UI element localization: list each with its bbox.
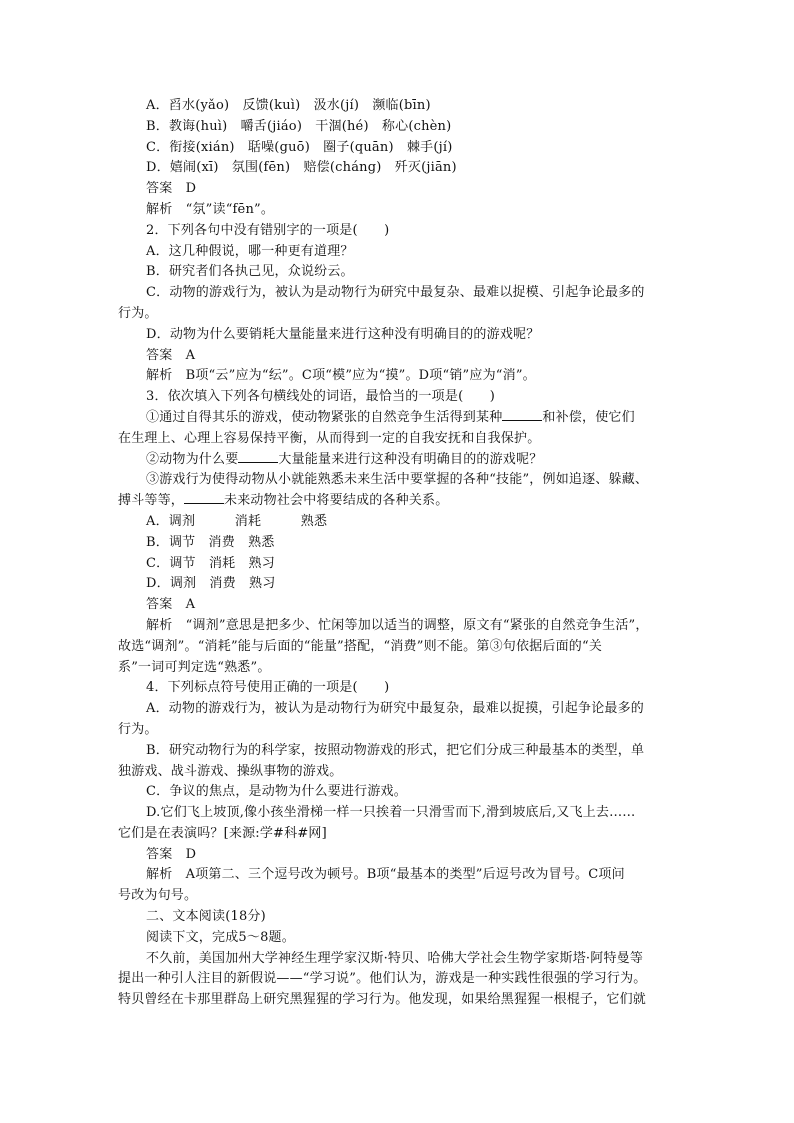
line-text: C．调节 消耗 熟习 [146, 555, 275, 571]
line-text: 和补偿，使它们 [542, 409, 635, 425]
text-line [118, 117, 678, 138]
line-text: 它们是在表演吗？[来源:学#科#网] [118, 825, 327, 841]
line-text: 未来动物社会中将要结成的各种关系。 [224, 493, 449, 509]
text-line [118, 387, 678, 408]
fill-in-blank [184, 491, 224, 504]
text-line [118, 907, 678, 928]
text-line [118, 262, 678, 283]
text-line [118, 949, 678, 970]
text-line [118, 221, 678, 242]
document-page [118, 96, 678, 1011]
line-text: B．教诲(huì) 嚼舌(jiáo) 干涸(hé) 称心(chèn) [146, 118, 452, 134]
text-line [118, 886, 678, 907]
text-line [118, 512, 678, 533]
line-text: 搏斗等等， [118, 493, 185, 509]
line-text: 特贝曾经在卡那里群岛上研究黑猩猩的学习行为。他发现，如果给黑猩猩一根棍子，它们就 [118, 992, 647, 1008]
line-text: ②动物为什么要 [146, 451, 239, 467]
text-line [118, 969, 678, 990]
line-text: 答案 A [146, 347, 196, 363]
fill-in-blank [502, 408, 542, 421]
text-line [118, 450, 678, 471]
line-text: 解析 A项第二、三个逗号改为顿号。B项“最基本的类型”后逗号改为冒号。C项问 [146, 867, 625, 883]
text-line [118, 346, 678, 367]
line-text: ③游戏行为使得动物从小就能熟悉未来生活中要掌握的各种“技能”，例如追逐、躲藏、 [146, 472, 649, 488]
line-text: 3．依次填入下列各句横线处的词语，最恰当的一项是( ) [146, 389, 496, 405]
text-line [118, 366, 678, 387]
text-line [118, 928, 678, 949]
line-text: 4．下列标点符号使用正确的一项是( ) [146, 680, 390, 696]
text-line [118, 865, 678, 886]
line-text: 解析 “调剂”意思是把多少、忙闲等加以适当的调整，原文有“紧张的自然竞争生活”， [146, 617, 649, 633]
line-text: 解析 B项“云”应为“纭”。C项“模”应为“摸”。D项“销”应为“消”。 [146, 368, 536, 384]
text-line [118, 678, 678, 699]
text-line [118, 595, 678, 616]
line-text: D．调剂 消费 熟习 [146, 576, 276, 592]
fill-in-blank [238, 450, 278, 463]
line-text: D．嬉闹(xī) 氛围(fēn) 赔偿(cháng) 歼灭(jiān) [146, 160, 457, 176]
line-text: A．这几种假说，哪一种更有道理？ [146, 243, 354, 259]
text-line [118, 990, 678, 1011]
text-line [118, 782, 678, 803]
line-text: 号改为句号。 [118, 888, 198, 904]
line-text: C．动物的游戏行为，被认为是动物行为研究中最复杂、最难以捉模、引起争论最多的 [146, 285, 645, 301]
line-text: A．舀水(yǎo) 反馈(kuì) 汲水(jí) 濒临(bīn) [146, 98, 431, 113]
text-line [118, 720, 678, 741]
text-line [118, 283, 678, 304]
text-line [118, 470, 678, 491]
line-text: D．动物为什么要销耗大量能量来进行这种没有明确目的的游戏呢？ [146, 326, 540, 342]
text-line [118, 741, 678, 762]
line-text: 行为。 [118, 721, 158, 737]
text-line [118, 96, 678, 117]
text-line [118, 699, 678, 720]
text-line [118, 429, 678, 450]
line-text: 答案 D [146, 181, 197, 197]
line-text: 提出一种引人注目的新假说——“学习说”。他们认为，游戏是一种实践性很强的学习行为。 [118, 971, 647, 987]
line-text: C．衔接(xián) 聒噪(guō) 圈子(quān) 棘手(jí) [146, 139, 453, 155]
text-line [118, 824, 678, 845]
line-text: B．研究者们各执己见，众说纷云。 [146, 264, 354, 280]
text-line [118, 762, 678, 783]
text-line [118, 408, 678, 429]
line-text: B．研究动物行为的科学家，按照动物游戏的形式，把它们分成三种最基本的类型，单 [146, 742, 645, 758]
line-text: A．调剂 消耗 熟悉 [146, 513, 328, 529]
line-text: D.它们飞上坡顶,像小孩坐滑梯一样一只挨着一只滑雪而下,滑到坡底后,又飞上去…… [146, 805, 636, 821]
line-text: 行为。 [118, 305, 158, 321]
line-text: 大量能量来进行这种没有明确目的的游戏呢？ [278, 451, 543, 467]
text-line [118, 845, 678, 866]
line-text: 答案 D [146, 846, 197, 862]
text-line [118, 304, 678, 325]
text-line [118, 491, 678, 512]
text-line [118, 158, 678, 179]
line-text: 解析 “氛”读“fēn”。 [146, 201, 275, 217]
text-line [118, 533, 678, 554]
text-line [118, 242, 678, 263]
line-text: A．动物的游戏行为，被认为是动物行为研究中最复杂，最难以捉摸，引起争论最多的 [146, 701, 644, 717]
line-text: 二、文本阅读(18分) [146, 909, 266, 925]
text-line [118, 658, 678, 679]
line-text: C．争议的焦点，是动物为什么要进行游戏。 [146, 784, 407, 800]
line-text: 在生理上、心理上容易保持平衡，从而得到一定的自我安抚和自我保护。 [118, 430, 541, 446]
text-line [118, 574, 678, 595]
line-text: 答案 A [146, 597, 196, 613]
text-line [118, 138, 678, 159]
text-line [118, 179, 678, 200]
text-line [118, 200, 678, 221]
text-line [118, 637, 678, 658]
text-line [118, 554, 678, 575]
line-text: ①通过自得其乐的游戏，使动物紧张的自然竞争生活得到某种 [146, 409, 503, 425]
line-text: 系”一词可判定选“熟悉”。 [118, 659, 271, 675]
line-text: 独游戏、战斗游戏、操纵事物的游戏。 [118, 763, 343, 779]
line-text: 不久前，美国加州大学神经生理学家汉斯·特贝、哈佛大学社会生物学家斯塔·阿特曼等 [146, 950, 644, 966]
line-text: 2．下列各句中没有错别字的一项是( ) [146, 222, 390, 238]
line-text: 故选“调剂”。“消耗”能与后面的“能量”搭配，“消费”则不能。第③句依据后面的“关 [118, 638, 603, 654]
text-line [118, 616, 678, 637]
line-text: 阅读下文，完成5～8题。 [146, 929, 295, 945]
line-text: B．调节 消费 熟悉 [146, 534, 275, 550]
text-line [118, 325, 678, 346]
text-line [118, 803, 678, 824]
